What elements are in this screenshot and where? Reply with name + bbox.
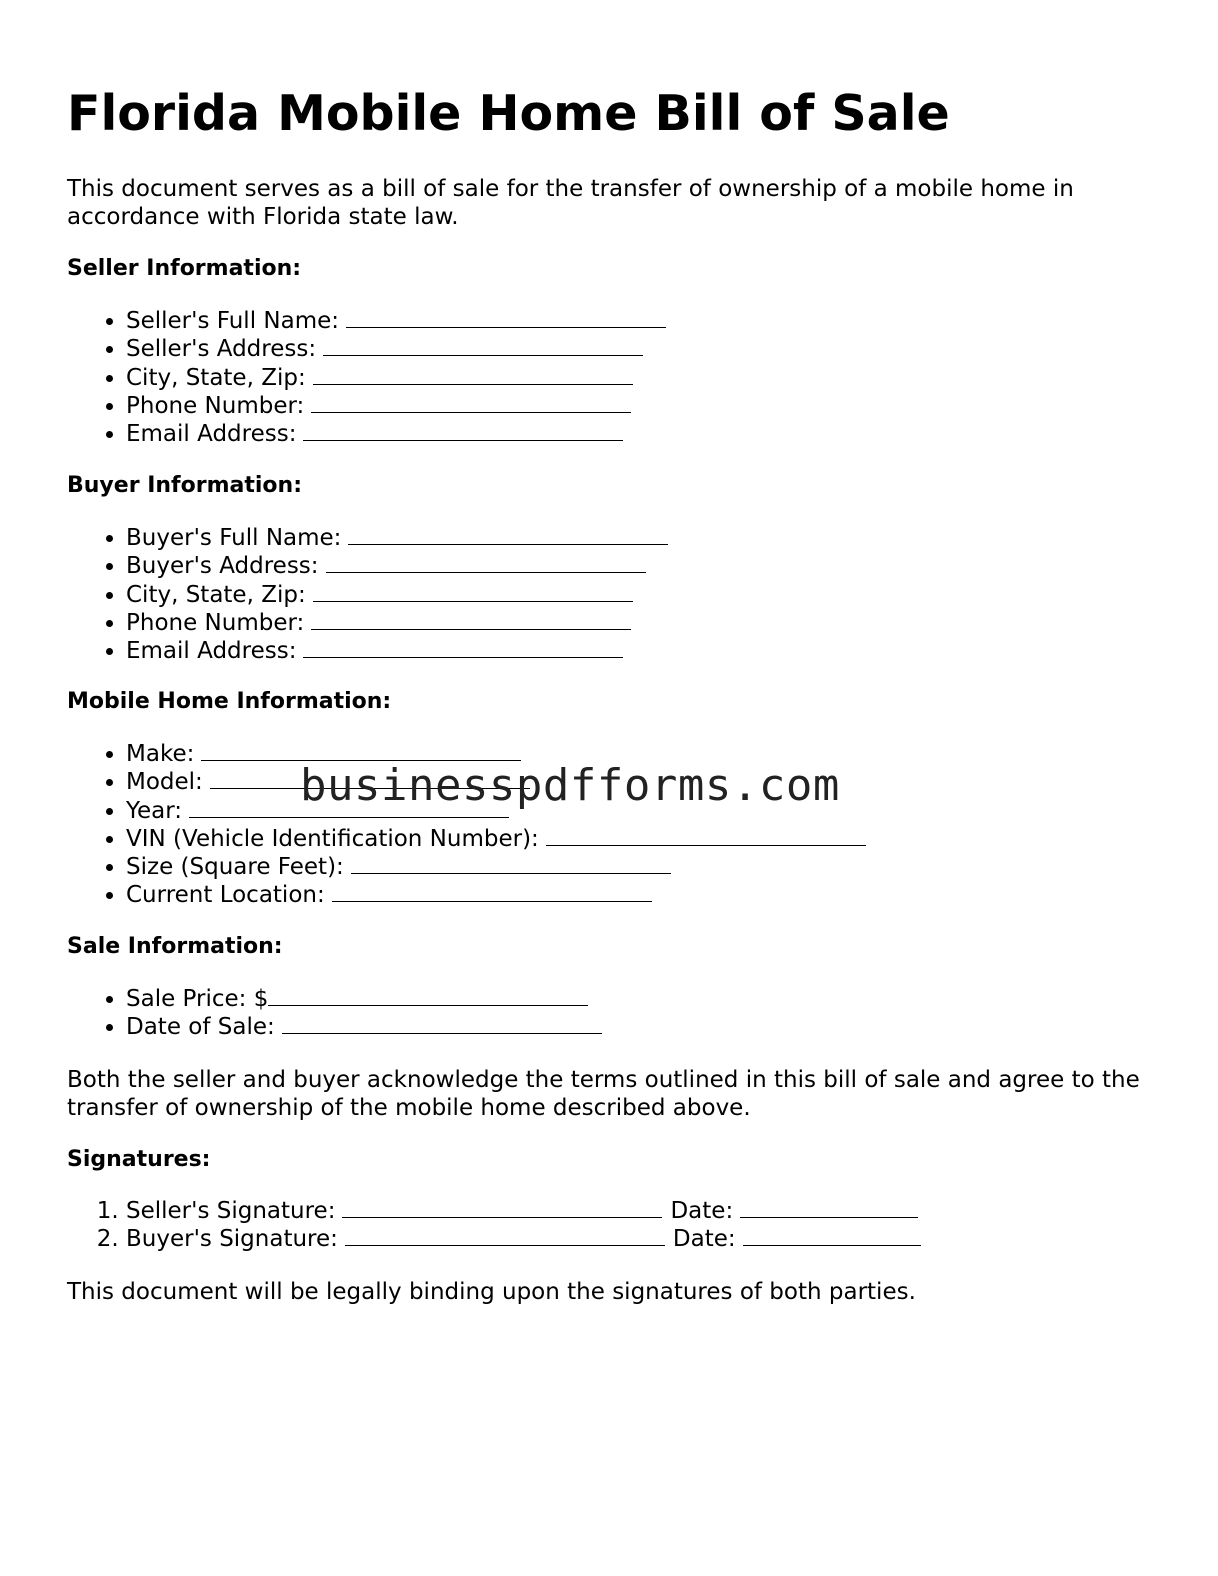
buyer-address-field[interactable] xyxy=(126,552,668,580)
field-label: City, State, Zip: xyxy=(126,581,306,608)
field-label: VIN (Vehicle Identification Number): xyxy=(126,825,539,852)
seller-phone-field[interactable] xyxy=(126,392,666,420)
field-label: Current Location: xyxy=(126,882,325,909)
field-label: Size (Square Feet): xyxy=(126,854,344,881)
mobile-home-heading: Mobile Home Information: xyxy=(67,689,392,714)
buyer-signature-field[interactable] xyxy=(126,1225,921,1253)
blank-line[interactable] xyxy=(348,526,668,545)
buyer-heading: Buyer Information: xyxy=(67,473,302,498)
field-label: Buyer's Address: xyxy=(126,553,319,580)
acknowledgment-paragraph: Both the seller and buyer acknowledge the terms outlined in this bill of sale and agree to the transfer of ownership of the mobile home described above. xyxy=(67,1067,1140,1121)
intro-paragraph: This document serves as a bill of sale for the transfer of ownership of a mobile home in accordance with Florida state law. xyxy=(67,176,1074,230)
field-label: Seller's Address: xyxy=(126,336,317,363)
buyer-phone-field[interactable] xyxy=(126,609,668,637)
blank-line[interactable] xyxy=(740,1199,918,1218)
buyer-city-state-zip-field[interactable] xyxy=(126,581,668,609)
sale-heading: Sale Information: xyxy=(67,934,283,959)
sale-price-field[interactable] xyxy=(126,985,602,1013)
blank-line[interactable] xyxy=(345,1227,665,1246)
seller-email-field[interactable] xyxy=(126,420,666,448)
field-label: Email Address: xyxy=(126,421,297,448)
blank-line[interactable] xyxy=(326,554,646,573)
date-label: Date: xyxy=(670,1198,734,1224)
current-location-field[interactable] xyxy=(126,881,866,909)
blank-line[interactable] xyxy=(303,639,623,658)
blank-line[interactable] xyxy=(313,366,633,385)
blank-line[interactable] xyxy=(303,422,623,441)
date-label: Date: xyxy=(672,1226,736,1253)
field-label: Sale Price: $ xyxy=(126,986,269,1012)
vin-field[interactable] xyxy=(126,825,866,853)
field-label: Date of Sale: xyxy=(126,1014,275,1041)
blank-line[interactable] xyxy=(311,611,631,630)
page-title: Florida Mobile Home Bill of Sale xyxy=(67,85,950,142)
blank-line[interactable] xyxy=(201,742,521,761)
field-label: City, State, Zip: xyxy=(126,364,306,391)
signatures-heading: Signatures: xyxy=(67,1147,211,1172)
field-label: Model: xyxy=(126,769,203,796)
blank-line[interactable] xyxy=(342,1199,662,1218)
blank-line[interactable] xyxy=(351,855,671,874)
field-label: Phone Number: xyxy=(126,392,305,419)
field-label: Buyer's Signature: xyxy=(126,1226,338,1253)
blank-line[interactable] xyxy=(332,883,652,902)
seller-heading: Seller Information: xyxy=(67,256,302,281)
field-label: Year: xyxy=(126,797,183,824)
field-label: Seller's Signature: xyxy=(126,1198,336,1224)
blank-line[interactable] xyxy=(311,394,631,413)
seller-address-field[interactable] xyxy=(126,335,666,363)
watermark: businesspdfforms.com xyxy=(300,760,840,811)
sale-fields-list xyxy=(67,985,602,1042)
buyer-email-field[interactable] xyxy=(126,637,668,665)
size-field[interactable] xyxy=(126,853,866,881)
field-label: Email Address: xyxy=(126,638,297,665)
blank-line[interactable] xyxy=(743,1227,921,1246)
field-label: Phone Number: xyxy=(126,609,305,636)
blank-line[interactable] xyxy=(346,309,666,328)
field-label: Make: xyxy=(126,741,195,767)
closing-paragraph: This document will be legally binding upon the signatures of both parties. xyxy=(67,1279,916,1305)
field-label: Buyer's Full Name: xyxy=(126,525,342,551)
blank-line[interactable] xyxy=(323,337,643,356)
blank-line[interactable] xyxy=(282,1015,602,1034)
blank-line[interactable] xyxy=(313,583,633,602)
blank-line[interactable] xyxy=(268,987,588,1006)
signatures-list xyxy=(67,1197,921,1254)
blank-line[interactable] xyxy=(546,827,866,846)
seller-city-state-zip-field[interactable] xyxy=(126,364,666,392)
seller-name-field[interactable] xyxy=(126,307,666,335)
seller-signature-field[interactable] xyxy=(126,1197,921,1225)
buyer-fields-list xyxy=(67,524,668,665)
seller-fields-list xyxy=(67,307,666,448)
date-of-sale-field[interactable] xyxy=(126,1013,602,1041)
buyer-name-field[interactable] xyxy=(126,524,668,552)
field-label: Seller's Full Name: xyxy=(126,308,339,334)
